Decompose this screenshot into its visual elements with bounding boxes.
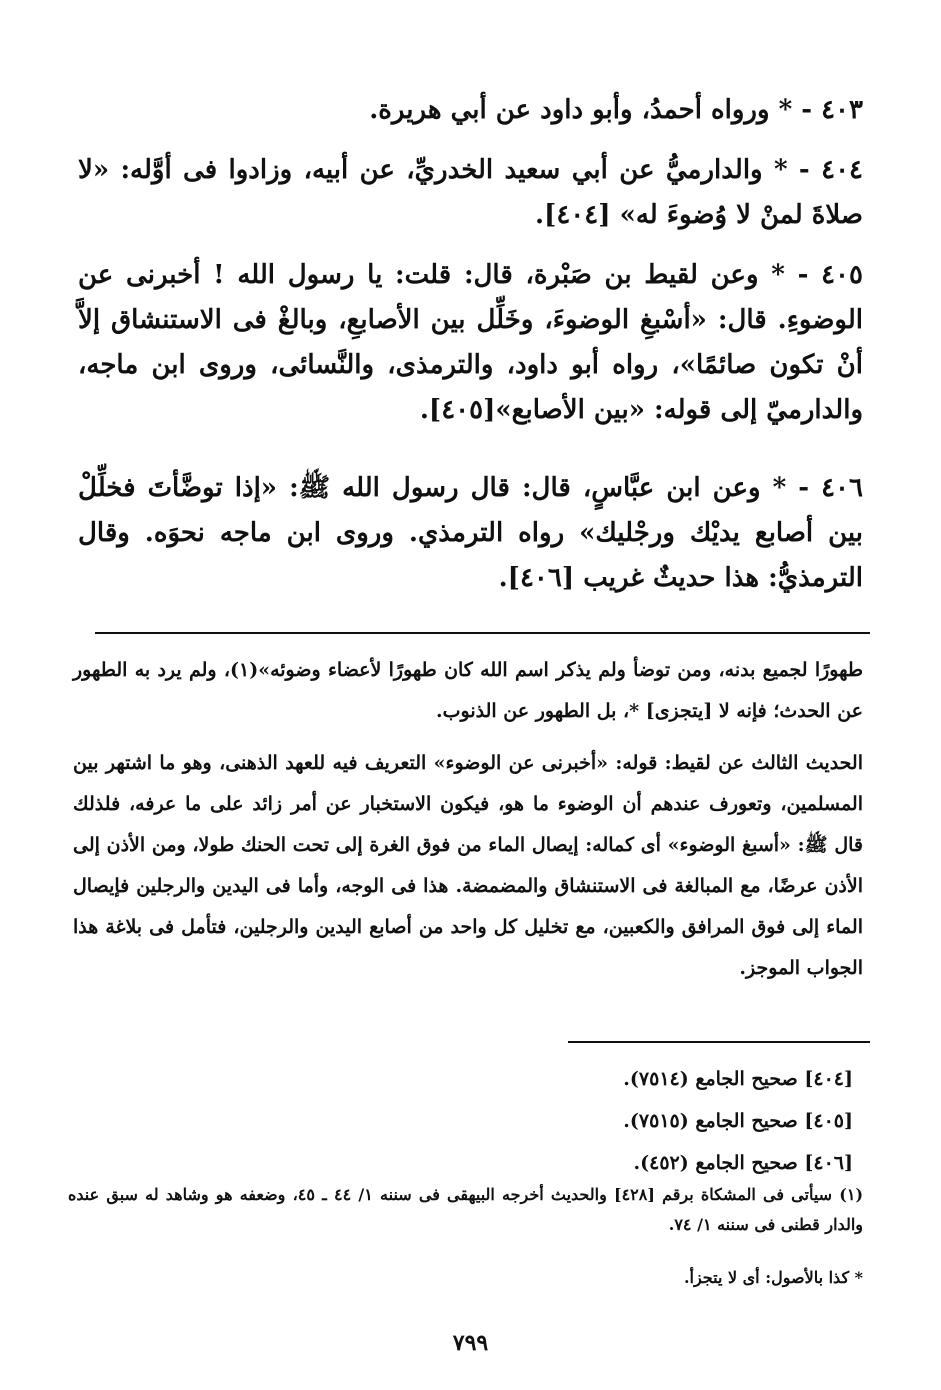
page-number: ٧٩٩ xyxy=(452,1330,489,1356)
footnote-1: (١) سيأتى فى المشكاة برقم [٤٢٨] والحديث أخرجه البيهقى فى سننه ١/ ٤٤ ـ ٤٥، وضعفه هو وشاهد له سبق عنده والدار قطنى فى سننه ١/ ٧٤. xyxy=(68,1185,864,1234)
reference-406: [٤٠٦] صحيح الجامع (٤٥٢). xyxy=(633,1152,853,1174)
hadith-405: ٤٠٥ - * وعن لقيط بن صَبْرة، قال: قلت: يا رسول الله ! أخبرنى عن الوضوءِ. قال: «أسْبغِ الوضوءَ، وخَلِّل بين الأصابعِ، وبالغْ فى الاستنشاق إلاَّ أنْ تكون صائمًا»، رواه أبو داود، والترمذى، والنَّسائى، وروى ابن ماجه، والدارميّ إلى قوله: «بين الأصابع»[٤٠٥]. xyxy=(78,260,863,425)
hadith-404: ٤٠٤ - * والدارميُّ عن أبي سعيد الخدريِّ، عن أبيه، وزادوا فى أوَّله: «لا صلاةَ لمنْ لا وُضوءَ له» [٤٠٤]. xyxy=(78,155,864,230)
commentary-paragraph-1: طهورًا لجميع بدنه، ومن توضأ ولم يذكر اسم الله كان طهورًا لأعضاء وضوئه»(١)، ولم يرد به الطهور عن الحدث؛ فإنه لا [يتجزى] *، بل الطهور عن الذنوب. xyxy=(73,659,863,722)
commentary-paragraph-2: الحديث الثالث عن لقيط: قوله: «أخبرنى عن الوضوء» التعريف فيه للعهد الذهنى، وهو ما اشتهر بين المسلمين، وتعورف عندهم أن الوضوء ما هو، فيكون الاستخبار عن أمر زائد على ما عرفه، فلذلك قال ﷺ: «أسبغ الوضوء» أى كماله: إيصال الماء من فوق الغرة إلى تحت الحنك طولا، ومن الأذن إلى الأذن عرضًا، مع المبالغة فى الاستنشاق والمضمضة. هذا فى الوجه، وأما فى اليدين والرجلين فإيصال الماء إلى فوق المرافق والكعبين، مع تخليل كل واحد من أصابع اليدين والرجلين، فتأمل فى بلاغة هذا الجواب الموجز. xyxy=(73,752,864,979)
reference-405: [٤٠٥] صحيح الجامع (٧٥١٥). xyxy=(623,1110,853,1132)
hadith-403: ٤٠٣ - * ورواه أحمدُ، وأبو داود عن أبي هريرة. xyxy=(369,95,863,125)
commentary-divider xyxy=(95,632,870,634)
references-list xyxy=(453,1058,853,1184)
footnotes-divider xyxy=(568,1041,870,1043)
hadith-406: ٤٠٦ - * وعن ابن عبَّاسٍ، قال: قال رسول الله ﷺ: «إذا توضَّأتَ فخلِّلْ بين أصابع يديْك ورجْليك» رواه الترمذي. وروى ابن ماجه نحوَه. وقال الترمذيُّ: هذا حديثٌ غريب [٤٠٦]. xyxy=(78,473,863,593)
reference-404: [٤٠٤] صحيح الجامع (٧٥١٤). xyxy=(623,1068,853,1090)
footnote-asterisk: * كذا بالأصول: أى لا يتجزأ. xyxy=(683,1268,863,1287)
